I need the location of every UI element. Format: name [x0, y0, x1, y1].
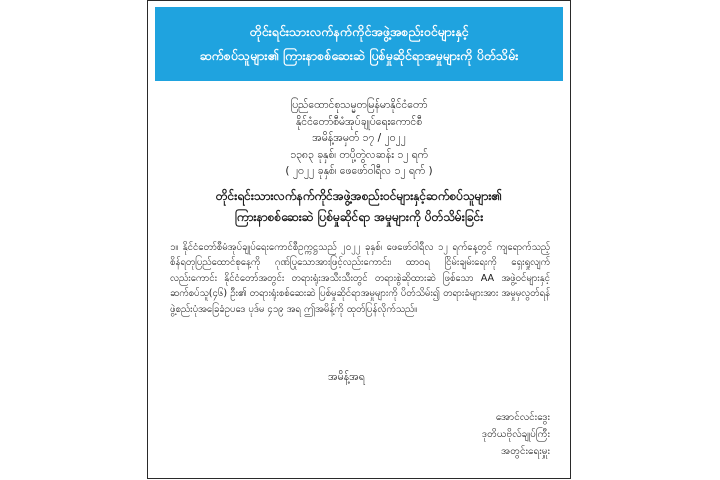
gregorian-date: ( ၂၀၂၂ ခုနှစ်၊ ဖေဖော်ဝါရီလ ၁၂ ရက် )	[285, 165, 433, 177]
subject-line-1: တိုင်းရင်းသားလက်နက်ကိုင်အဖွဲ့အစည်းဝင်များနှင့်ဆက်စပ်သူများ၏	[215, 189, 503, 203]
signatory-rank: ဒုတိယဗိုလ်ချုပ်ကြီး	[481, 429, 550, 440]
signature-block	[482, 409, 550, 460]
banner-line-2: ဆက်စပ်သူများ၏ ကြားနာစစ်ဆေးဆဲ ပြစ်မှုဆိုင်ရာအမှုများကို ပိတ်သိမ်း	[199, 48, 519, 63]
order-number: အမိန့်အမှတ် ၁၇ / ၂၀၂၂	[312, 132, 406, 144]
country-name: ပြည်ထောင်စုသမ္မတမြန်မာနိုင်ငံတော်	[290, 99, 428, 111]
myanmar-date: ၁၃၈၃ ခုနှစ်၊ တပို့တွဲလဆန်း ၁၂ ရက်	[290, 148, 428, 161]
order-body-paragraph: ၁။ နိုင်ငံတော်စီမံအုပ်ချုပ်ရေးကောင်စီဥက္ကဋ္ဌသည် ၂၀၂၂ ခုနှစ်၊ ဖေဖော်ဝါရီလ ၁၂ ရက်နေ့တွင် ကျရောက်သည့် စိန်ရတုပြည်ထောင်စုနေ့ကို ဂုဏ်ပြုသောအားဖြင့်လည်းကောင်း၊ ထာဝရ ငြိမ်းချမ်းရေးကို ရှေးရှုလျက်လည်းကောင်း နိုင်ငံတော်အတွင်း တရားရုံးအသီးသီးတွင် တရားစွဲဆိုထားဆဲ ဖြစ်သော AA အဖွဲ့ဝင်များနှင့်ဆက်စပ်သူ(၄၆) ဦး၏ တရားရုံးစစ်ဆေးဆဲ ပြစ်မှုဆိုင်ရာအမှုများကို ပိတ်သိမ်း၍ တရားခံများအား အမှုမှလွတ်ရန် ဖွဲ့စည်းပုံအခြေခံဥပဒေ ပုဒ်မ ၄၁၉ အရ ဤအမိန့်ကို ထုတ်ပြန်လိုက်သည်။	[170, 242, 550, 315]
by-order-label: အမိန့်အရ	[328, 371, 365, 383]
title-banner	[155, 7, 563, 81]
order-header	[148, 97, 570, 180]
announcement-frame	[147, 0, 571, 479]
subject-line-2: ကြားနာစစ်ဆေးဆဲ ပြစ်မှုဆိုင်ရာ အမှုများကို ပိတ်သိမ်းခြင်း	[234, 210, 484, 224]
signatory-name: အောင်လင်းဒွေး	[495, 412, 550, 423]
signatory-title: အတွင်းရေးမှူး	[501, 446, 550, 457]
order-subject	[148, 186, 570, 228]
council-name: နိုင်ငံတော်စီမံအုပ်ချုပ်ရေးကောင်စီ	[295, 115, 423, 128]
banner-line-1: တိုင်းရင်းသားလက်နက်ကိုင်အဖွဲ့အစည်းဝင်များနှင့်	[249, 24, 469, 39]
